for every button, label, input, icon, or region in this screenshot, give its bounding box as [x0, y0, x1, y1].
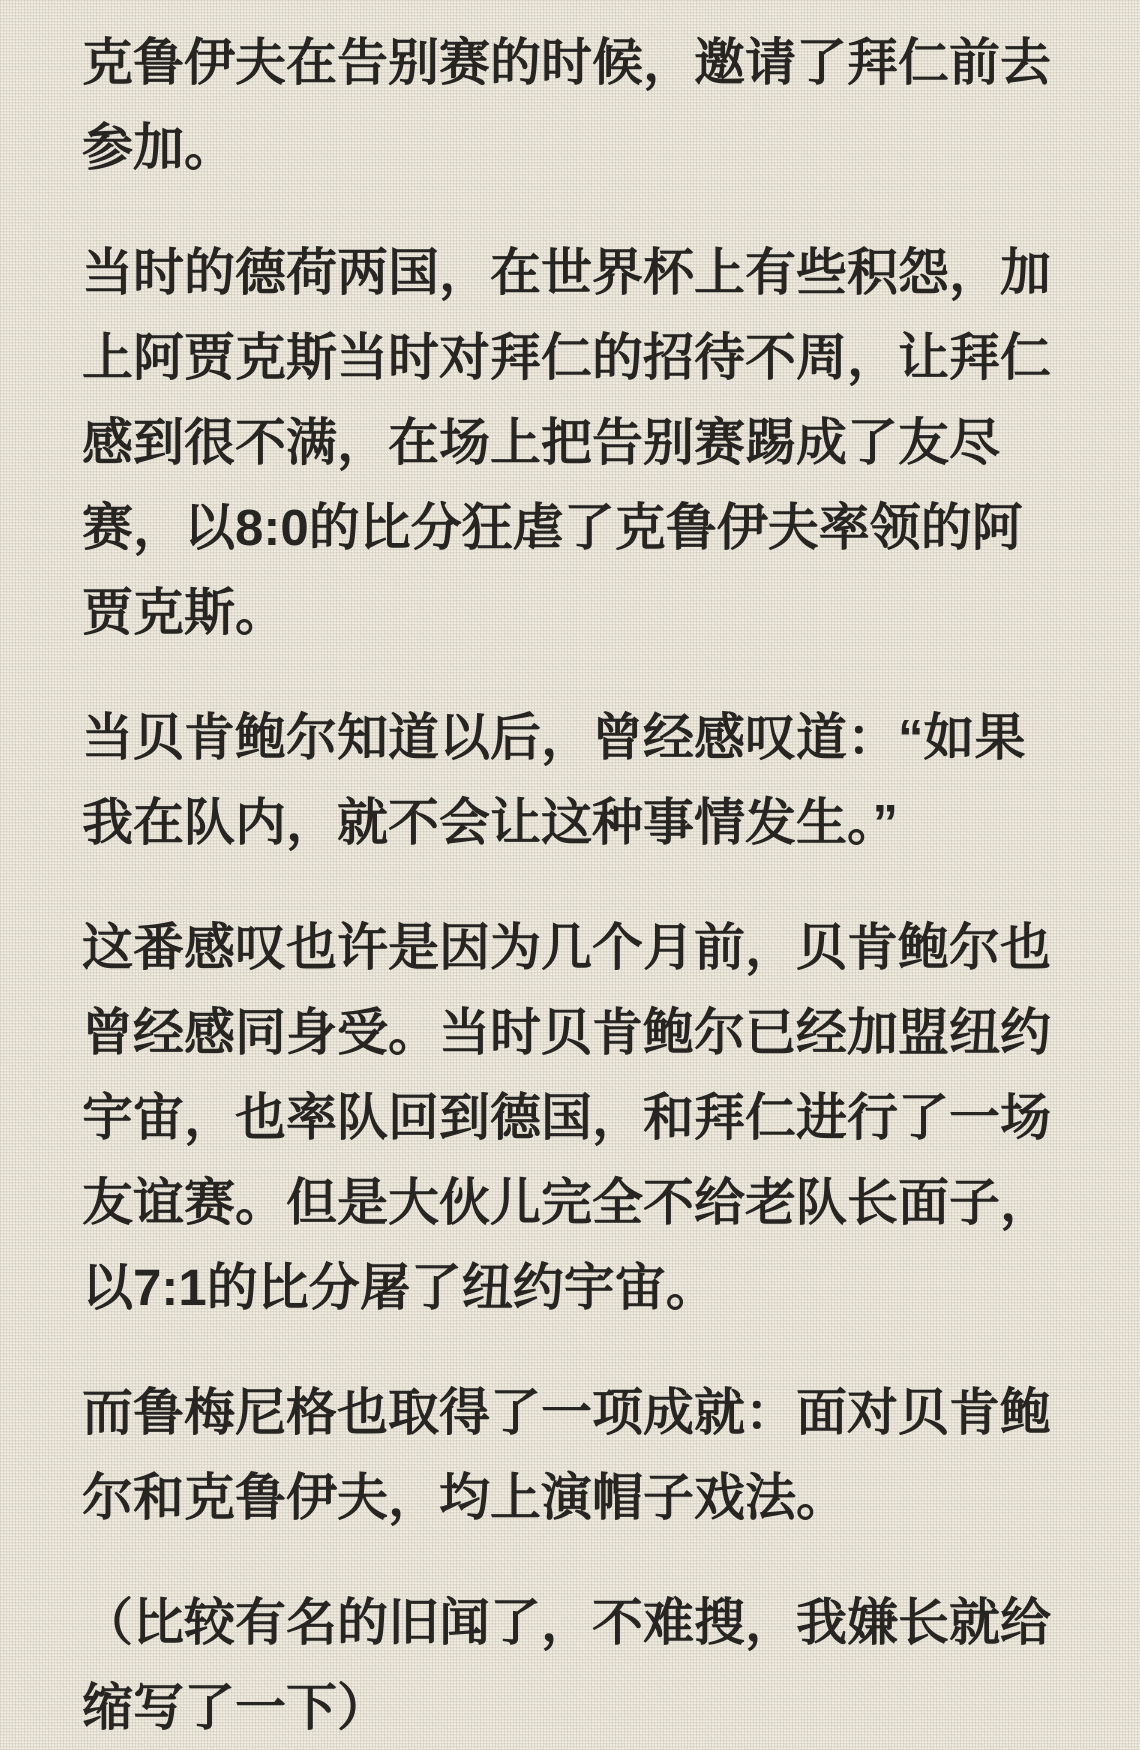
text-line: 尔和克鲁伊夫，均上演帽子戏法。: [82, 1469, 848, 1526]
text-line: 以7:1的比分屠了纽约宇宙。: [82, 1259, 717, 1316]
paragraph-grudge-match: [82, 230, 1100, 655]
text-line: 克鲁伊夫在告别赛的时候，邀请了拜仁前去: [82, 34, 1052, 91]
paragraph-beckenbauer-quote: [82, 695, 1100, 865]
text-line: 上阿贾克斯当时对拜仁的招待不周，让拜仁: [82, 329, 1052, 386]
paragraph-cosmos-match: [82, 905, 1100, 1330]
text-line: 宇宙，也率队回到德国，和拜仁进行了一场: [82, 1089, 1052, 1146]
text-line: 参加。: [82, 119, 236, 176]
text-line: （比较有名的旧闻了，不难搜，我嫌长就给: [82, 1594, 1052, 1651]
text-line: 曾经感同身受。当时贝肯鲍尔已经加盟纽约: [82, 1004, 1052, 1061]
text-line: 这番感叹也许是因为几个月前，贝肯鲍尔也: [82, 919, 1052, 976]
text-line: 友谊赛。但是大伙儿完全不给老队长面子，: [82, 1174, 1052, 1231]
text-line: 感到很不满，在场上把告别赛踢成了友尽: [82, 414, 1001, 471]
text-line: 而鲁梅尼格也取得了一项成就：面对贝肯鲍: [82, 1384, 1052, 1441]
text-line: 缩写了一下）: [82, 1679, 389, 1736]
text-line: 我在队内，就不会让这种事情发生。”: [82, 794, 899, 851]
paragraph-invitation: [82, 20, 1100, 190]
text-line: 贾克斯。: [82, 584, 287, 641]
text-line: 赛，以8:0的比分狂虐了克鲁伊夫率领的阿: [82, 499, 1023, 556]
text-line: 当贝肯鲍尔知道以后，曾经感叹道：“如果: [82, 709, 1026, 766]
paragraph-rummenigge-hattrick: [82, 1370, 1100, 1540]
paragraph-author-note: [82, 1580, 1100, 1750]
text-line: 当时的德荷两国，在世界杯上有些积怨，加: [82, 244, 1052, 301]
